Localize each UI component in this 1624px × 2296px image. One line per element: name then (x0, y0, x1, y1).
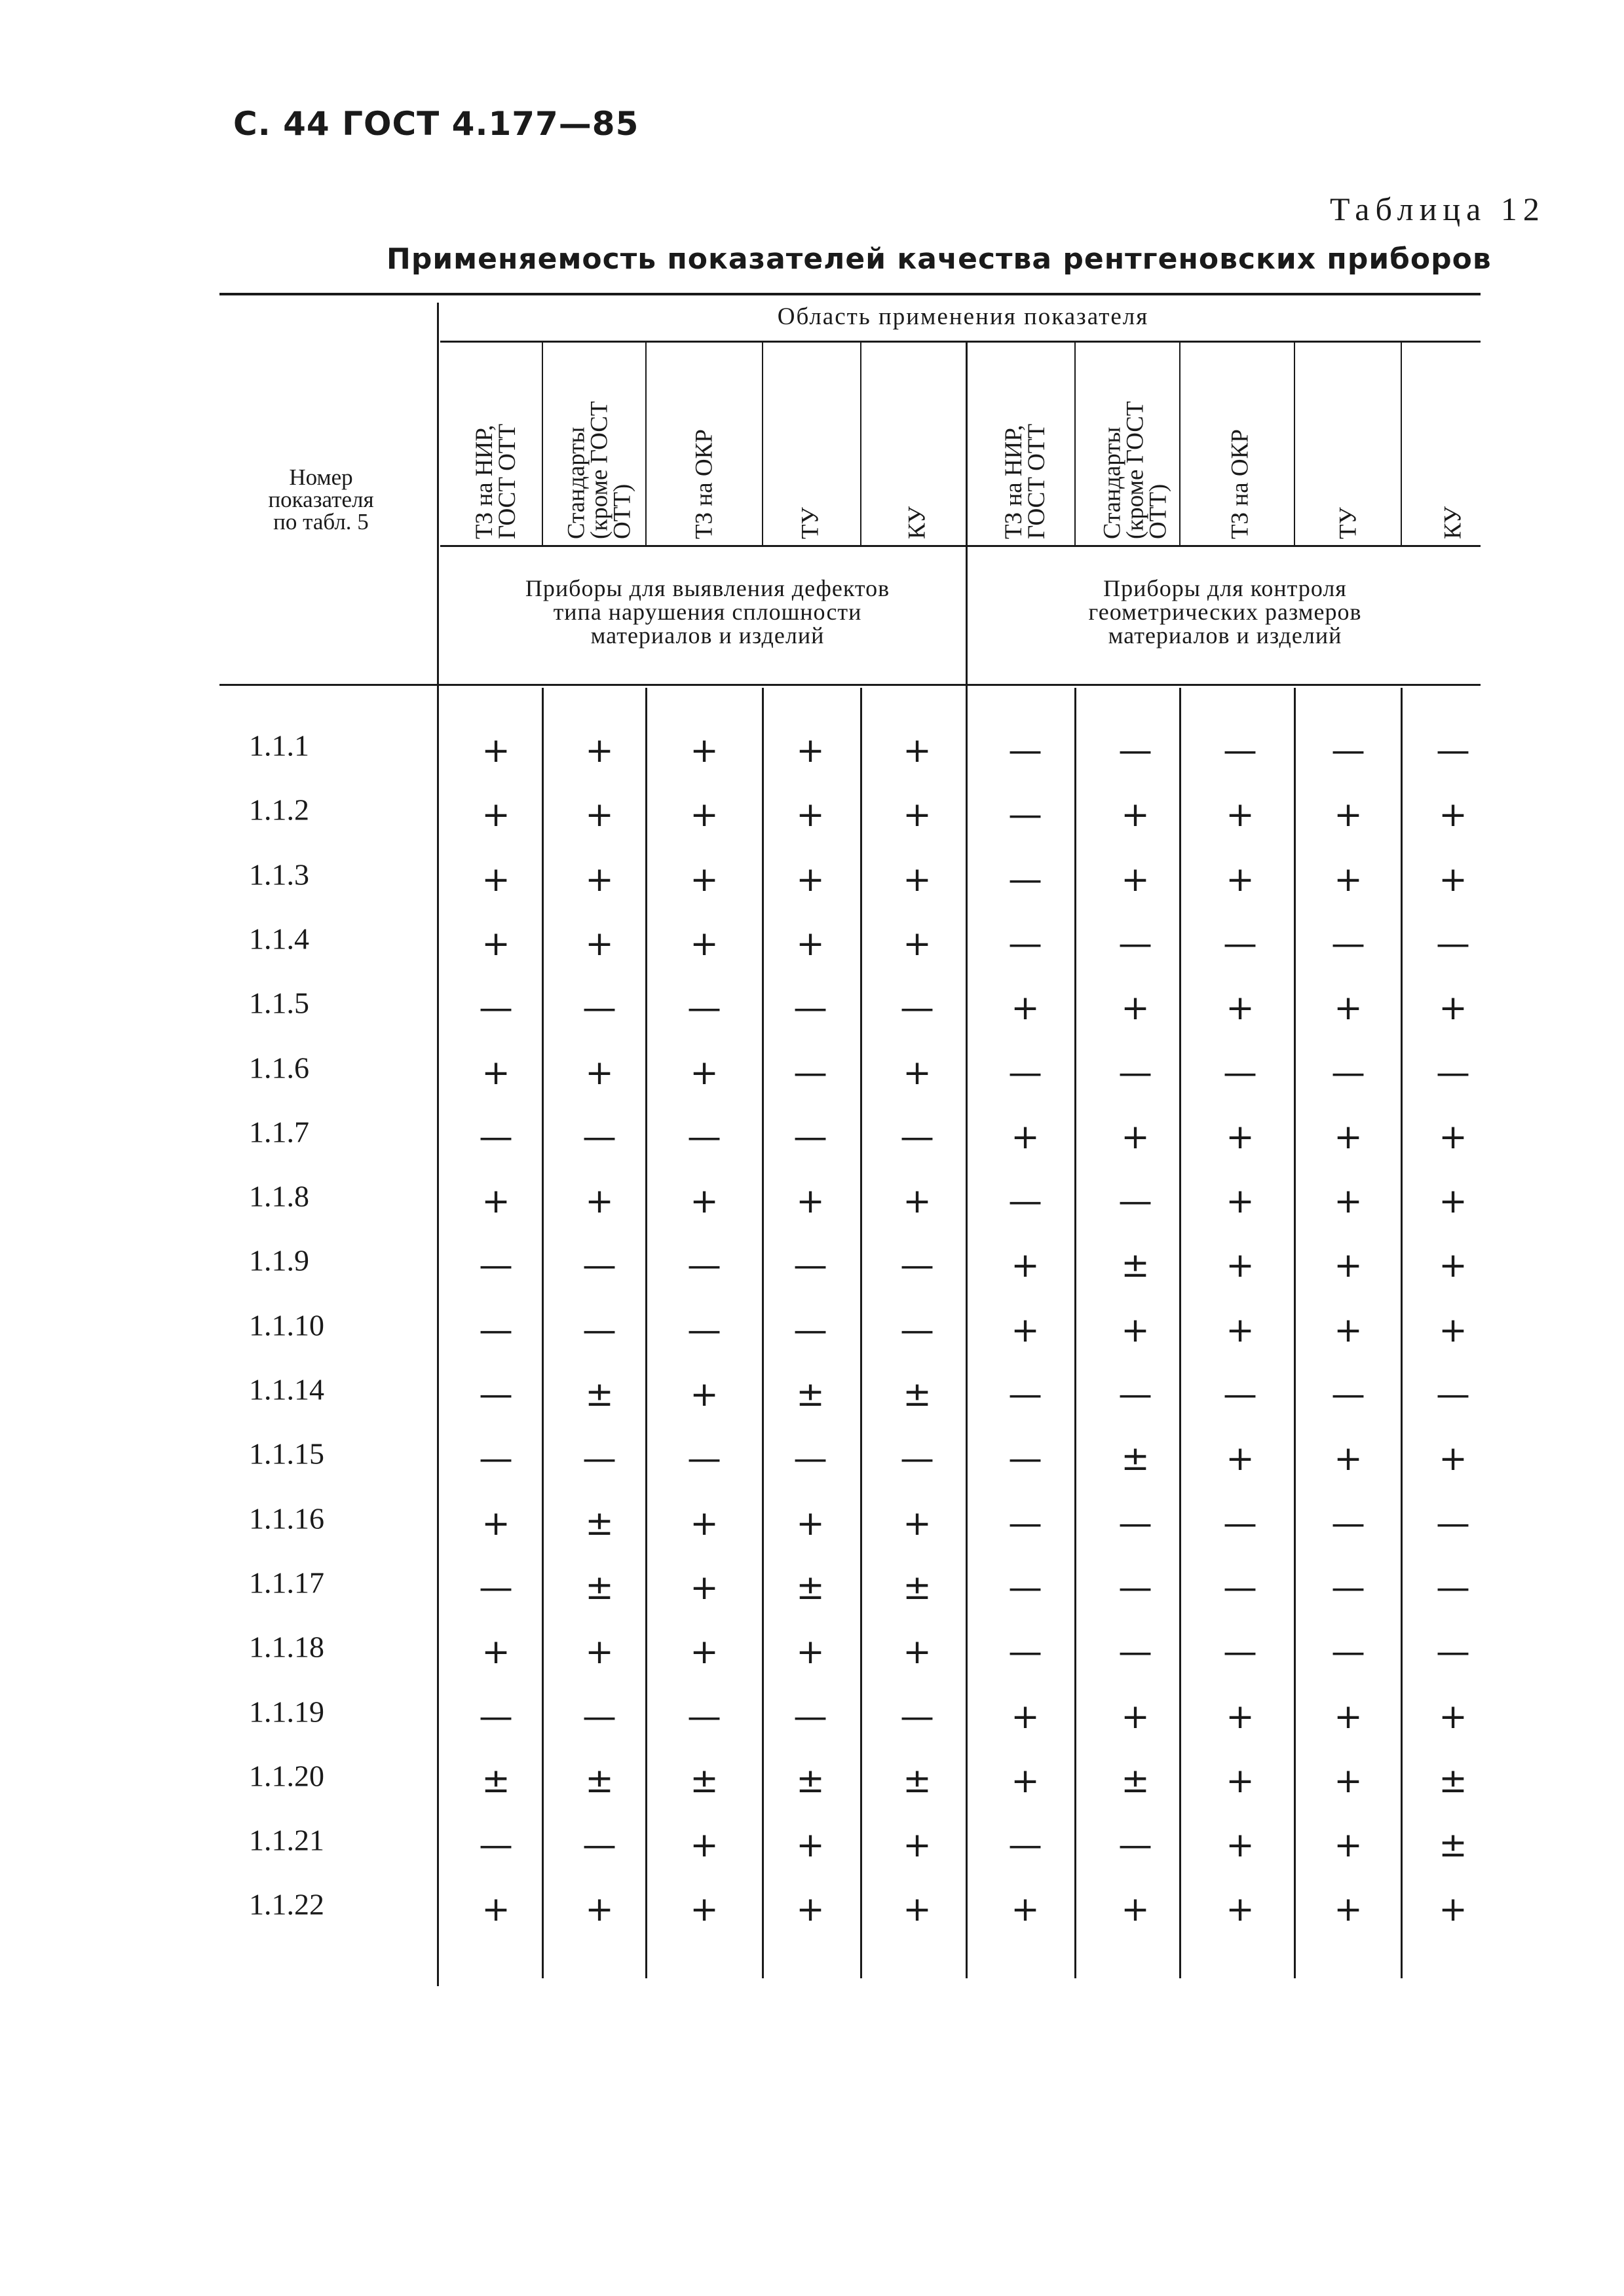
applicability-mark: + (796, 731, 825, 770)
applicability-mark: — (1118, 1568, 1152, 1608)
column-header (903, 349, 931, 539)
applicability-mark: — (793, 1117, 827, 1157)
header-column-divider (1294, 343, 1295, 545)
applicability-mark: — (793, 1439, 827, 1479)
column-header (565, 349, 634, 539)
applicability-mark: + (1334, 1761, 1363, 1801)
applicability-mark: — (687, 1117, 721, 1157)
applicability-mark: + (690, 1182, 719, 1222)
applicability-mark: — (582, 988, 616, 1028)
column-header-line: ТЗ на НИР, (1000, 424, 1027, 539)
row-number: 1.1.16 (249, 1501, 324, 1535)
applicability-mark: — (900, 1310, 934, 1350)
applicability-mark: — (687, 1310, 721, 1350)
header-column-divider (645, 343, 647, 545)
applicability-mark: + (1334, 1182, 1363, 1222)
applicability-mark: ± (585, 1761, 614, 1801)
group-caption-line: типа нарушения сплошности (553, 599, 862, 625)
applicability-mark: + (690, 859, 719, 899)
applicability-mark: — (479, 1246, 513, 1286)
applicability-mark: + (1439, 1182, 1467, 1222)
applicability-mark: + (1226, 1826, 1255, 1866)
applicability-mark: ± (1121, 1761, 1150, 1801)
applicability-mark: + (1439, 1439, 1467, 1479)
applicability-mark: + (1439, 1697, 1467, 1737)
applicability-mark: + (1226, 1761, 1255, 1801)
applicability-mark: — (1008, 1568, 1042, 1608)
applicability-mark: + (690, 1890, 719, 1930)
applicability-mark: + (585, 1890, 614, 1930)
header-column-divider (1179, 343, 1180, 545)
applicability-mark: + (1439, 988, 1467, 1028)
applicability-mark: — (1436, 1568, 1470, 1608)
applicability-mark: — (1223, 731, 1257, 770)
applicability-mark: — (479, 1568, 513, 1608)
body-column-divider (1074, 688, 1076, 1978)
applicability-mark: + (1226, 1117, 1255, 1157)
applicability-mark: + (903, 1632, 932, 1672)
column-header (1334, 349, 1362, 539)
applicability-mark: + (1011, 1246, 1040, 1286)
applicability-mark: + (1439, 1890, 1467, 1930)
column-header-line: ТУ (1334, 506, 1362, 539)
applicability-mark: — (1223, 1503, 1257, 1543)
applicability-mark: — (1008, 1182, 1042, 1222)
applicability-mark: ± (1121, 1439, 1150, 1479)
group-caption-line: Приборы для контроля (1103, 575, 1347, 601)
row-number: 1.1.22 (249, 1887, 324, 1921)
column-header (690, 349, 718, 539)
applicability-mark: ± (585, 1503, 614, 1543)
applicability-mark: — (793, 1310, 827, 1350)
applicability-mark: — (582, 1697, 616, 1737)
applicability-mark: + (690, 1053, 719, 1093)
body-column-divider (1294, 688, 1296, 1978)
applicability-mark: — (1008, 731, 1042, 770)
applicability-mark: ± (796, 1761, 825, 1801)
applicability-mark: + (585, 1182, 614, 1222)
applicability-mark: + (482, 1632, 510, 1672)
applicability-mark: — (1118, 1826, 1152, 1866)
applicability-mark: + (1439, 795, 1467, 835)
row-number: 1.1.8 (249, 1179, 309, 1213)
applicability-mark: ± (585, 1568, 614, 1608)
applicability-mark: + (690, 1503, 719, 1543)
row-number: 1.1.14 (249, 1372, 324, 1406)
row-number: 1.1.5 (249, 986, 309, 1020)
applicability-mark: — (1008, 859, 1042, 899)
row-number: 1.1.19 (249, 1695, 324, 1728)
applicability-mark: + (1226, 1246, 1255, 1286)
area-caption: Область применения показателя (777, 303, 1149, 330)
applicability-mark: + (482, 795, 510, 835)
column-header-line: КУ (903, 506, 931, 539)
applicability-mark: + (796, 1632, 825, 1672)
applicability-mark: + (690, 1826, 719, 1866)
row-number: 1.1.7 (249, 1115, 309, 1149)
applicability-mark: + (482, 731, 510, 770)
applicability-mark: — (1118, 1503, 1152, 1543)
applicability-mark: + (482, 1182, 510, 1222)
table-label: Таблица 12 (1330, 191, 1545, 227)
applicability-mark: + (585, 859, 614, 899)
applicability-mark: — (1008, 1439, 1042, 1479)
group-divider (966, 341, 968, 688)
body-column-divider (762, 688, 764, 1978)
row-number: 1.1.17 (249, 1566, 324, 1600)
applicability-mark: — (582, 1439, 616, 1479)
applicability-mark: + (1121, 1310, 1150, 1350)
applicability-mark: + (903, 1503, 932, 1543)
applicability-mark: + (796, 1182, 825, 1222)
column-header (473, 349, 519, 539)
applicability-mark: — (1436, 1375, 1470, 1414)
applicability-mark: + (1226, 859, 1255, 899)
applicability-mark: — (1331, 1053, 1365, 1093)
body-column-divider (860, 688, 862, 1978)
header-column-divider (860, 343, 861, 545)
applicability-mark: + (690, 731, 719, 770)
body-column-divider (1401, 688, 1403, 1978)
applicability-mark: + (1121, 988, 1150, 1028)
body-column-divider (966, 688, 968, 1978)
applicability-mark: — (1118, 924, 1152, 964)
applicability-mark: + (903, 924, 932, 964)
applicability-mark: — (1436, 1503, 1470, 1543)
stub-header (223, 466, 419, 533)
applicability-mark: + (690, 1375, 719, 1414)
column-header (1439, 349, 1467, 539)
applicability-mark: + (585, 731, 614, 770)
applicability-mark: — (1008, 795, 1042, 835)
applicability-mark: — (1008, 1503, 1042, 1543)
applicability-mark: — (1008, 1053, 1042, 1093)
applicability-mark: + (903, 1182, 932, 1222)
applicability-mark: + (1334, 1697, 1363, 1737)
applicability-mark: + (585, 1632, 614, 1672)
applicability-mark: — (1223, 1375, 1257, 1414)
stub-header-line: Номер (289, 464, 353, 490)
column-header-line: ОТТ) (1144, 483, 1172, 539)
applicability-mark: + (796, 1503, 825, 1543)
applicability-mark: + (1121, 1697, 1150, 1737)
applicability-mark: — (1223, 924, 1257, 964)
applicability-mark: ± (796, 1568, 825, 1608)
applicability-mark: + (903, 1890, 932, 1930)
applicability-mark: + (1121, 795, 1150, 835)
column-header-line: ТУ (797, 506, 824, 539)
row-number: 1.1.20 (249, 1759, 324, 1793)
header-column-divider (542, 343, 543, 545)
header-column-divider (1074, 343, 1076, 545)
applicability-mark: — (1436, 1053, 1470, 1093)
applicability-mark: + (1121, 859, 1150, 899)
applicability-mark: — (1331, 1503, 1365, 1543)
applicability-mark: + (690, 924, 719, 964)
applicability-mark: — (582, 1246, 616, 1286)
column-header-line: Стандарты (563, 426, 590, 539)
applicability-mark: + (1334, 859, 1363, 899)
applicability-mark: — (1008, 1375, 1042, 1414)
applicability-mark: — (1118, 1375, 1152, 1414)
applicability-mark: + (1439, 859, 1467, 899)
applicability-mark: — (900, 1439, 934, 1479)
applicability-mark: — (1008, 1632, 1042, 1672)
column-header (799, 349, 822, 539)
applicability-mark: + (482, 1053, 510, 1093)
applicability-mark: + (1334, 1890, 1363, 1930)
applicability-mark: + (690, 1632, 719, 1672)
applicability-mark: — (479, 1375, 513, 1414)
applicability-mark: — (1118, 731, 1152, 770)
applicability-mark: — (900, 988, 934, 1028)
applicability-mark: ± (903, 1761, 932, 1801)
applicability-mark: + (690, 1568, 719, 1608)
group-caption-line: Приборы для выявления дефектов (525, 575, 890, 601)
applicability-mark: + (903, 731, 932, 770)
applicability-mark: + (1334, 988, 1363, 1028)
row-number: 1.1.21 (249, 1823, 324, 1857)
applicability-mark: + (796, 924, 825, 964)
applicability-mark: + (482, 1890, 510, 1930)
row-number: 1.1.2 (249, 793, 309, 827)
applicability-mark: — (793, 1053, 827, 1093)
applicability-mark: — (582, 1826, 616, 1866)
group-caption-defects (445, 576, 970, 647)
column-header-line: ТЗ на ОКР (1226, 428, 1254, 539)
column-header (1002, 349, 1048, 539)
applicability-mark: + (1226, 1890, 1255, 1930)
row-number: 1.1.10 (249, 1308, 324, 1342)
applicability-mark: — (1436, 924, 1470, 964)
applicability-mark: — (793, 988, 827, 1028)
applicability-mark: — (793, 1246, 827, 1286)
column-header-line: ГОСТ ОТТ (1023, 423, 1050, 539)
applicability-mark: + (1121, 1890, 1150, 1930)
applicability-mark: ± (585, 1375, 614, 1414)
table-title: Применяемость показателей качества рентгеновских приборов (387, 242, 1492, 276)
body-column-divider (645, 688, 647, 1978)
applicability-mark: — (1331, 1375, 1365, 1414)
applicability-mark: ± (690, 1761, 719, 1801)
group-caption-line: геометрических размеров (1088, 599, 1362, 625)
applicability-mark: ± (796, 1375, 825, 1414)
group-rule (440, 545, 1481, 547)
applicability-mark: + (1334, 1439, 1363, 1479)
row-number: 1.1.15 (249, 1437, 324, 1471)
applicability-mark: — (793, 1697, 827, 1737)
applicability-mark: + (1226, 795, 1255, 835)
applicability-mark: + (690, 795, 719, 835)
applicability-mark: — (1008, 1826, 1042, 1866)
column-header (1101, 349, 1170, 539)
body-column-divider (542, 688, 544, 1978)
applicability-mark: + (1334, 1310, 1363, 1350)
top-rule (219, 293, 1481, 295)
column-header-line: (кроме ГОСТ (586, 400, 613, 539)
applicability-mark: — (1331, 731, 1365, 770)
applicability-mark: ± (1439, 1761, 1467, 1801)
applicability-mark: — (687, 1439, 721, 1479)
column-header-line: КУ (1439, 506, 1467, 539)
applicability-mark: — (900, 1246, 934, 1286)
header-column-divider (762, 343, 763, 545)
applicability-mark: + (1439, 1117, 1467, 1157)
applicability-mark: ± (1439, 1826, 1467, 1866)
applicability-mark: ± (482, 1761, 510, 1801)
applicability-mark: — (1331, 924, 1365, 964)
row-number: 1.1.1 (249, 728, 309, 762)
applicability-mark: + (1334, 1246, 1363, 1286)
group-caption-line: материалов и изделий (1108, 622, 1342, 649)
applicability-mark: + (1011, 1697, 1040, 1737)
applicability-mark: ± (903, 1375, 932, 1414)
header-bottom-rule (219, 684, 1481, 686)
row-number: 1.1.18 (249, 1630, 324, 1664)
column-header (1226, 349, 1254, 539)
applicability-mark: + (482, 1503, 510, 1543)
row-number: 1.1.4 (249, 922, 309, 956)
stub-divider (437, 303, 439, 1986)
applicability-mark: + (1121, 1117, 1150, 1157)
column-header-line: ОТТ) (609, 483, 636, 539)
applicability-mark: + (1011, 1117, 1040, 1157)
applicability-mark: — (479, 988, 513, 1028)
applicability-mark: — (1118, 1182, 1152, 1222)
body-column-divider (1179, 688, 1181, 1978)
row-number: 1.1.3 (249, 857, 309, 892)
applicability-mark: + (1011, 988, 1040, 1028)
applicability-mark: — (1436, 731, 1470, 770)
applicability-mark: + (903, 1053, 932, 1093)
applicability-mark: + (796, 1826, 825, 1866)
applicability-mark: ± (903, 1568, 932, 1608)
column-header-line: ТЗ на НИР, (471, 424, 498, 539)
applicability-mark: + (1334, 1117, 1363, 1157)
applicability-mark: — (900, 1117, 934, 1157)
applicability-mark: ± (1121, 1246, 1150, 1286)
column-header-line: ТЗ на ОКР (690, 428, 718, 539)
applicability-mark: — (479, 1117, 513, 1157)
applicability-mark: + (796, 1890, 825, 1930)
applicability-mark: + (1011, 1761, 1040, 1801)
applicability-mark: + (1226, 1310, 1255, 1350)
applicability-mark: — (582, 1117, 616, 1157)
applicability-mark: + (482, 859, 510, 899)
header-column-divider (1401, 343, 1402, 545)
applicability-mark: — (1223, 1568, 1257, 1608)
applicability-mark: — (1331, 1632, 1365, 1672)
area-rule (440, 341, 1481, 343)
page-header: С. 44 ГОСТ 4.177—85 (233, 105, 639, 143)
stub-header-line: по табл. 5 (273, 509, 369, 535)
applicability-mark: — (687, 1246, 721, 1286)
applicability-mark: — (479, 1310, 513, 1350)
applicability-mark: + (1226, 1697, 1255, 1737)
applicability-mark: + (585, 795, 614, 835)
row-number: 1.1.6 (249, 1051, 309, 1084)
applicability-mark: + (903, 859, 932, 899)
applicability-mark: — (1436, 1632, 1470, 1672)
applicability-mark: — (687, 988, 721, 1028)
applicability-mark: + (482, 924, 510, 964)
applicability-mark: — (1118, 1053, 1152, 1093)
applicability-mark: + (1226, 988, 1255, 1028)
applicability-mark: — (687, 1697, 721, 1737)
row-number: 1.1.9 (249, 1243, 309, 1277)
applicability-mark: + (1226, 1182, 1255, 1222)
column-header-line: ГОСТ ОТТ (494, 423, 521, 539)
column-header-line: (кроме ГОСТ (1122, 400, 1149, 539)
applicability-mark: — (479, 1439, 513, 1479)
applicability-mark: + (585, 924, 614, 964)
applicability-mark: — (582, 1310, 616, 1350)
applicability-mark: — (479, 1697, 513, 1737)
applicability-mark: — (479, 1826, 513, 1866)
applicability-mark: + (796, 795, 825, 835)
group-caption-line: материалов и изделий (590, 622, 825, 649)
applicability-mark: — (900, 1697, 934, 1737)
group-caption-geometry (970, 576, 1481, 647)
applicability-mark: + (1439, 1310, 1467, 1350)
applicability-mark: + (1011, 1890, 1040, 1930)
applicability-mark: — (1331, 1568, 1365, 1608)
applicability-mark: — (1223, 1053, 1257, 1093)
applicability-mark: — (1008, 924, 1042, 964)
applicability-mark: + (903, 1826, 932, 1866)
applicability-mark: + (1334, 795, 1363, 835)
stub-header-line: показателя (268, 487, 374, 512)
applicability-mark: + (796, 859, 825, 899)
applicability-mark: + (903, 795, 932, 835)
applicability-mark: + (1439, 1246, 1467, 1286)
applicability-mark: + (1011, 1310, 1040, 1350)
column-header-line: Стандарты (1099, 426, 1126, 539)
applicability-mark: — (1223, 1632, 1257, 1672)
applicability-mark: — (1118, 1632, 1152, 1672)
applicability-mark: + (585, 1053, 614, 1093)
applicability-mark: + (1226, 1439, 1255, 1479)
applicability-mark: + (1334, 1826, 1363, 1866)
